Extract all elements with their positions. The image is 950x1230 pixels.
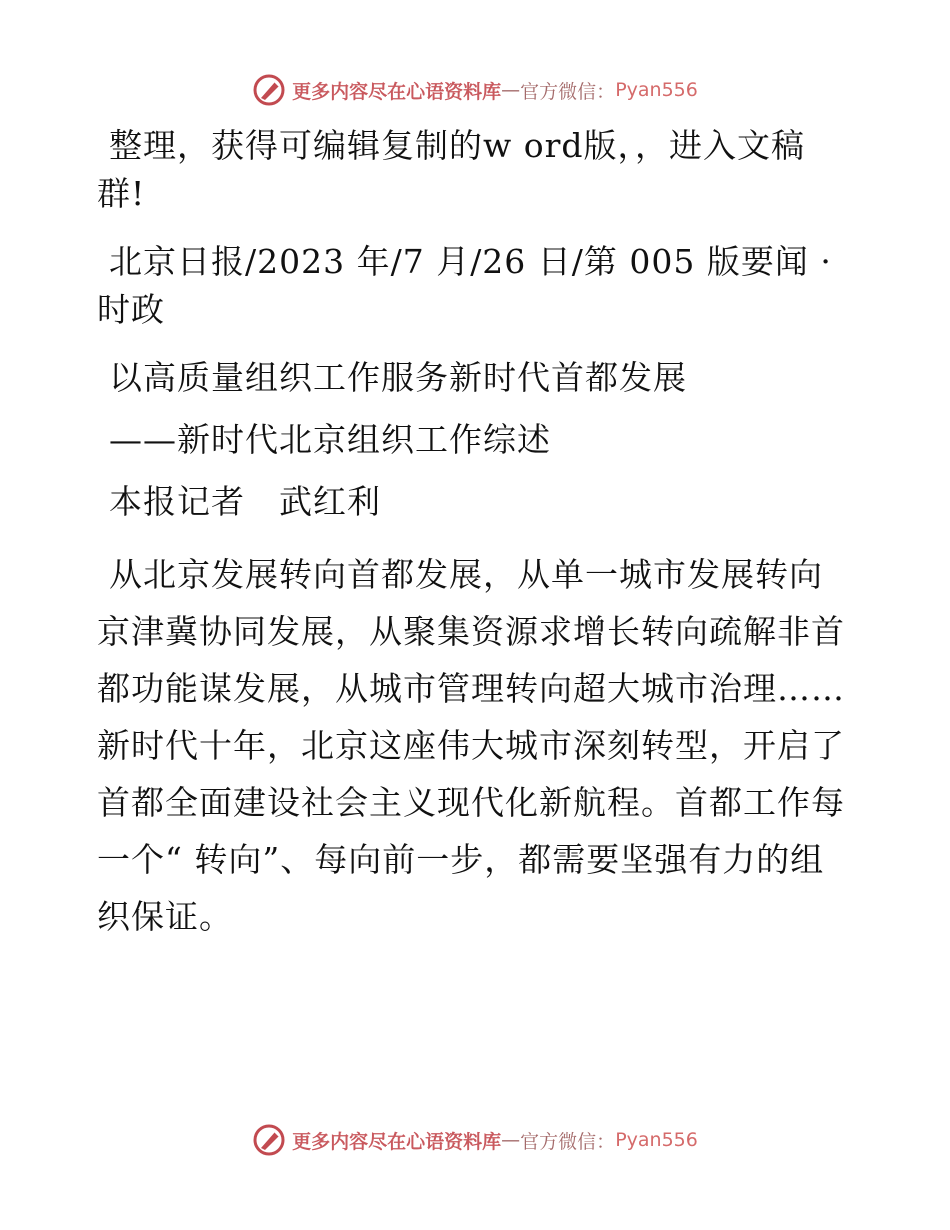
document-body (97, 122, 852, 965)
banner-dash: — (501, 79, 521, 101)
banner-wechat-label: 官方微信： (520, 1130, 616, 1153)
banner-wechat-label: 官方微信： (520, 80, 616, 103)
pen-logo-icon (252, 1123, 286, 1157)
banner-wechat-id: Pyan556 (615, 1129, 698, 1151)
source-line: 北京日报/2023 年/7 月/26 日/第 005 版要闻 · 时政 (97, 242, 832, 329)
banner-promo-text: 更多内容尽在心语资料库 (292, 1130, 502, 1153)
header-banner (0, 72, 950, 108)
banner-wechat-id: Pyan556 (615, 79, 698, 101)
byline: 本报记者 武红利 (109, 482, 381, 521)
body-paragraph: 从北京发展转向首都发展，从单一城市发展转向京津冀协同发展，从聚集资源求增长转向疏解非首都功能谋发展，从城市管理转向超大城市治理……新时代十年，北京这座伟大城市深刻转型，开启了首都全面建设社会主义现代化新航程。首都工作每一个“ 转向”、每向前一步，都需要坚强有力的组织保证。 (97, 555, 845, 936)
banner-promo-text: 更多内容尽在心语资料库 (292, 80, 502, 103)
pen-logo-icon (252, 73, 286, 107)
article-subtitle: ——新时代北京组织工作综述 (109, 420, 551, 459)
intro-text: 整理，获得可编辑复制的w ord版，，进入文稿群! (97, 126, 806, 213)
article-title: 以高质量组织工作服务新时代首都发展 (109, 358, 687, 397)
banner-dash: — (501, 1129, 521, 1151)
footer-banner (0, 1122, 950, 1158)
